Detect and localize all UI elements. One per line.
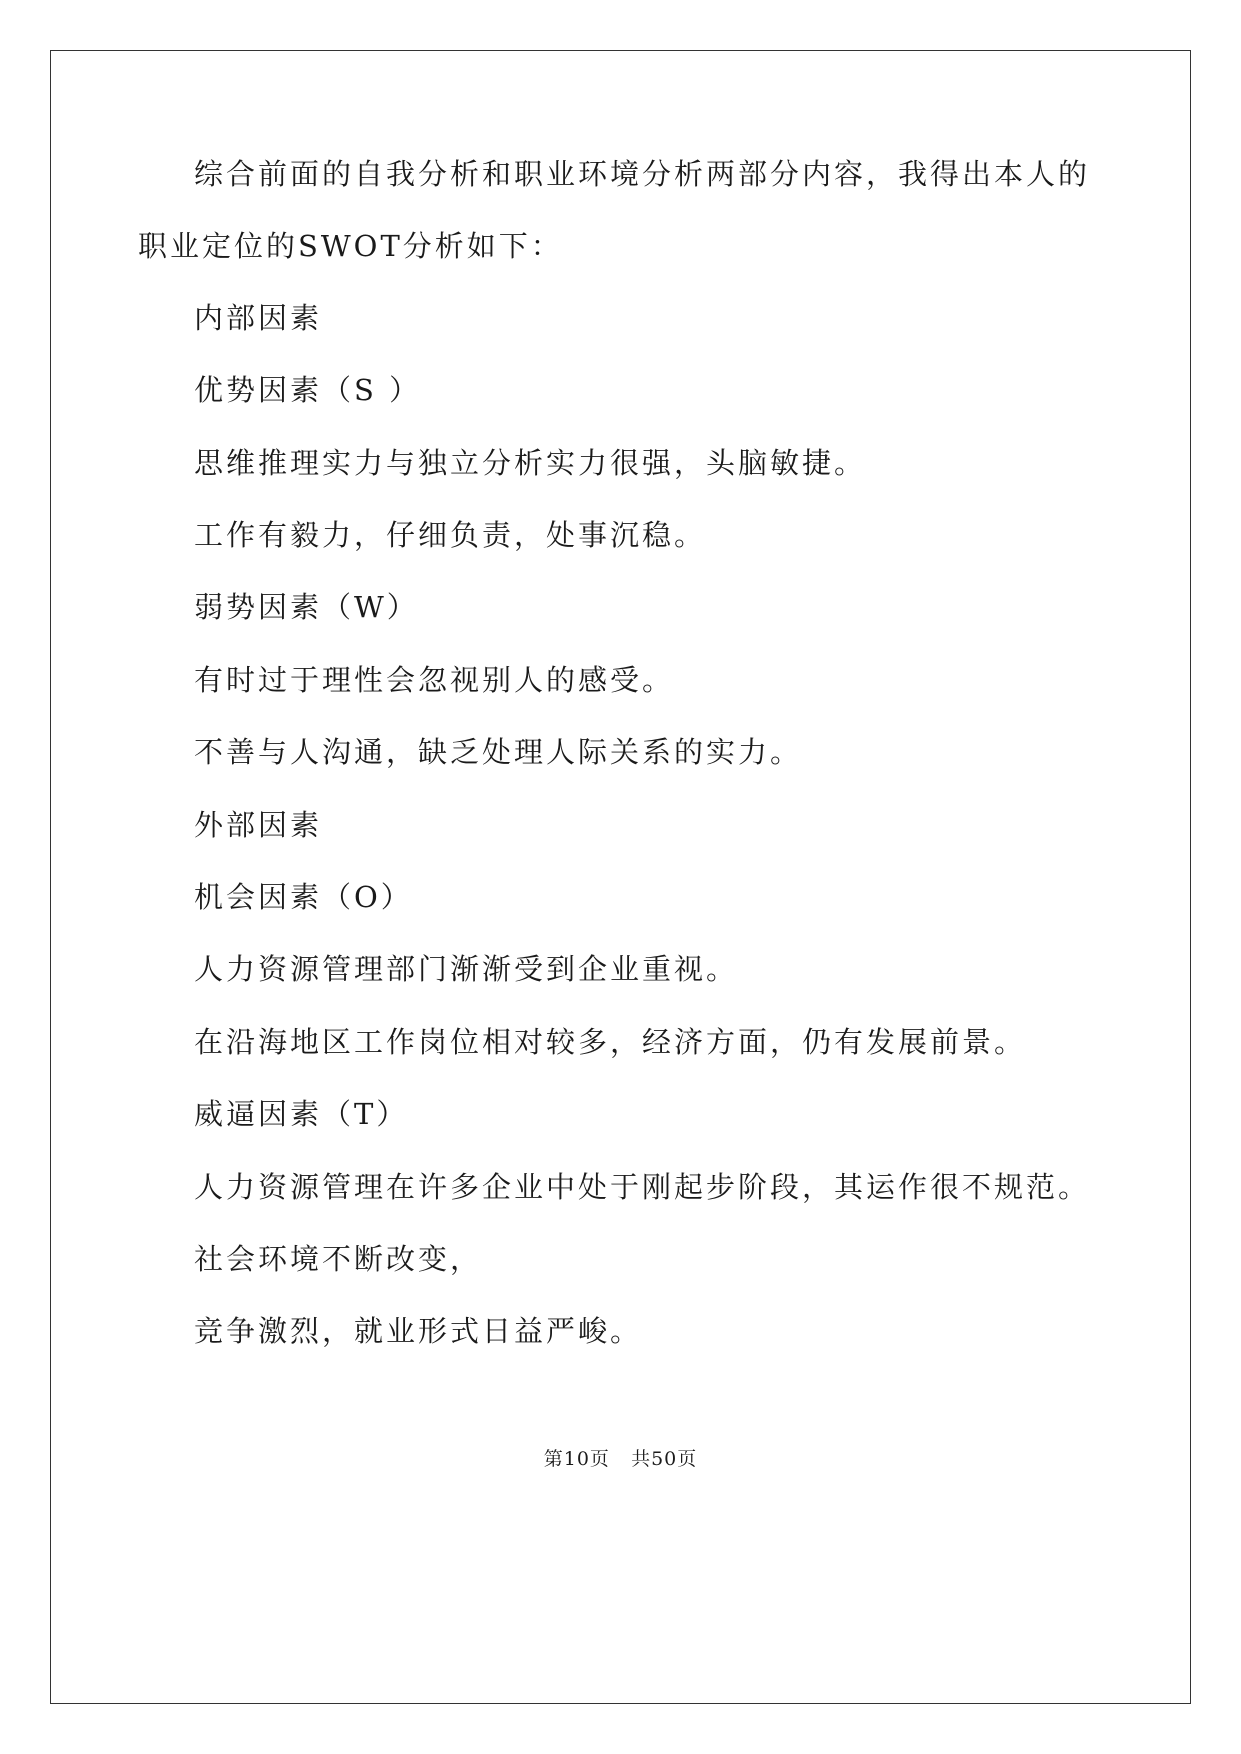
paragraph: 在沿海地区工作岗位相对较多，经济方面，仍有发展前景。 (194, 1025, 1027, 1059)
subsection-heading: 机会因素（O） (194, 880, 413, 914)
subsection-heading: 优势因素（S ） (194, 373, 422, 407)
footer-spacer (610, 1448, 631, 1470)
section-heading: 内部因素 (194, 301, 323, 335)
paragraph: 思维推理实力与独立分析实力很强，头脑敏捷。 (194, 446, 867, 480)
paragraph: 职业定位的SWOT分析如下： (138, 229, 563, 263)
subsection-heading: 弱势因素（W） (194, 590, 419, 624)
paragraph: 竞争激烈，就业形式日益严峻。 (194, 1314, 643, 1348)
section-heading: 外部因素 (194, 808, 323, 842)
paragraph: 社会环境不断改变， (194, 1242, 483, 1276)
paragraph: 综合前面的自我分析和职业环境分析两部分内容，我得出本人的 (194, 157, 1091, 191)
paragraph: 人力资源管理在许多企业中处于刚起步阶段，其运作很不规范。 (194, 1170, 1091, 1204)
paragraph: 有时过于理性会忽视别人的感受。 (194, 663, 675, 697)
page-total: 共50页 (631, 1448, 698, 1470)
subsection-heading: 威逼因素（T） (194, 1097, 409, 1131)
paragraph: 不善与人沟通，缺乏处理人际关系的实力。 (194, 735, 803, 769)
page-number: 第10页 (543, 1448, 610, 1470)
page-footer (51, 1447, 1190, 1471)
page-border (50, 50, 1191, 1704)
paragraph: 人力资源管理部门渐渐受到企业重视。 (194, 952, 739, 986)
paragraph: 工作有毅力，仔细负责，处事沉稳。 (194, 518, 707, 552)
